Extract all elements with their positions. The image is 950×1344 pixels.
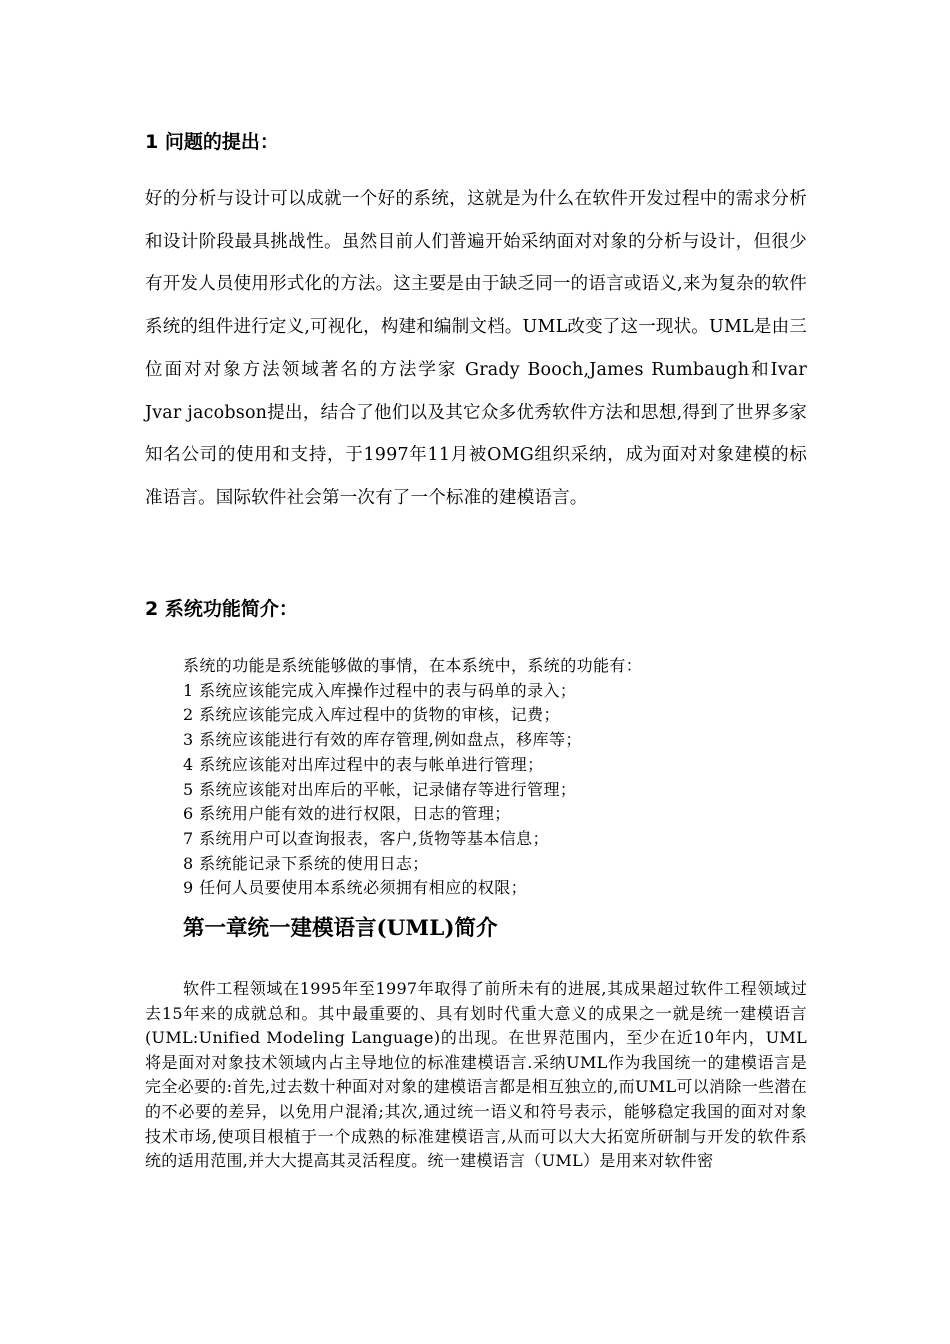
list-item: 6 系统用户能有效的进行权限，日志的管理； [183,804,511,824]
list-item: 系统的功能是系统能够做的事情，在本系统中，系统的功能有： [183,656,643,675]
list-item: 4 系统应该能对出库过程中的表与帐单进行管理； [183,754,544,774]
list-item: 5 系统应该能对出库后的平帐，记录储存等进行管理； [183,779,577,799]
section-heading-functions: 2 系统功能简介： [145,598,298,620]
list-item: 2 系统应该能完成入库过程中的货物的审核，记费； [183,705,560,725]
problem-paragraph: 好的分析与设计可以成就一个好的系统，这就是为什么在软件开发过程中的需求分析和设计阶段最具挑战性。虽然目前人们普遍开始采纳面对对象的分析与设计，但很少有开发人员使用形式化的方法。这主要是由于缺乏同一的语言或语义,来为复杂的软件系统的组件进行定义,可视化，构建和编制文档。UML改变了这一现状。UML是由三位面对对象方法领域著名的方法学家 Grady Booch,James Rumbaugh和Ivar Jvar jacobson提出，结合了他们以及其它众多优秀软件方法和思想,得到了世界多家知名公司的使用和支持，于1997年11月被OMG组织采纳，成为面对对象建模的标准语言。国际软件社会第一次有了一个标准的建模语言。 [145,189,807,508]
function-list [183,654,642,901]
list-item: 7 系统用户可以查询报表，客户,货物等基本信息； [183,828,549,848]
chapter-paragraph: 软件工程领域在1995年至1997年取得了前所未有的进展,其成果超过软件工程领域过去15年来的成就总和。其中最重要的、具有划时代重大意义的成果之一就是统一建模语言(UML:Unified Modeling Language)的出现。在世界范围内，至少在近10年内，UML将是面对对象技术领域内占主导地位的标准建模语言.采纳UML作为我国统一的建模语言是完全必要的:首先,过去数十种面对对象的建模语言都是相互独立的,而UML可以消除一些潜在的不必要的差异，以免用户混淆;其次,通过统一语义和符号表示，能够稳定我国的面对对象技术市场,使项目根植于一个成熟的标准建模语言,从而可以大大拓宽所研制与开发的软件系统的适用范围,并大大提高其灵活程度。统一建模语言（UML）是用来对软件密 [145,979,807,1171]
list-item: 1 系统应该能完成入库操作过程中的表与码单的录入； [183,680,577,700]
chapter-title: 第一章统一建模语言(UML)简介 [183,916,498,941]
list-item: 9 任何人员要使用本系统必须拥有相应的权限； [183,878,528,898]
list-item: 3 系统应该能进行有效的库存管理,例如盘点，移库等； [183,730,582,750]
list-item: 8 系统能记录下系统的使用日志； [183,853,429,873]
section-heading-problem: 1 问题的提出： [145,131,279,153]
